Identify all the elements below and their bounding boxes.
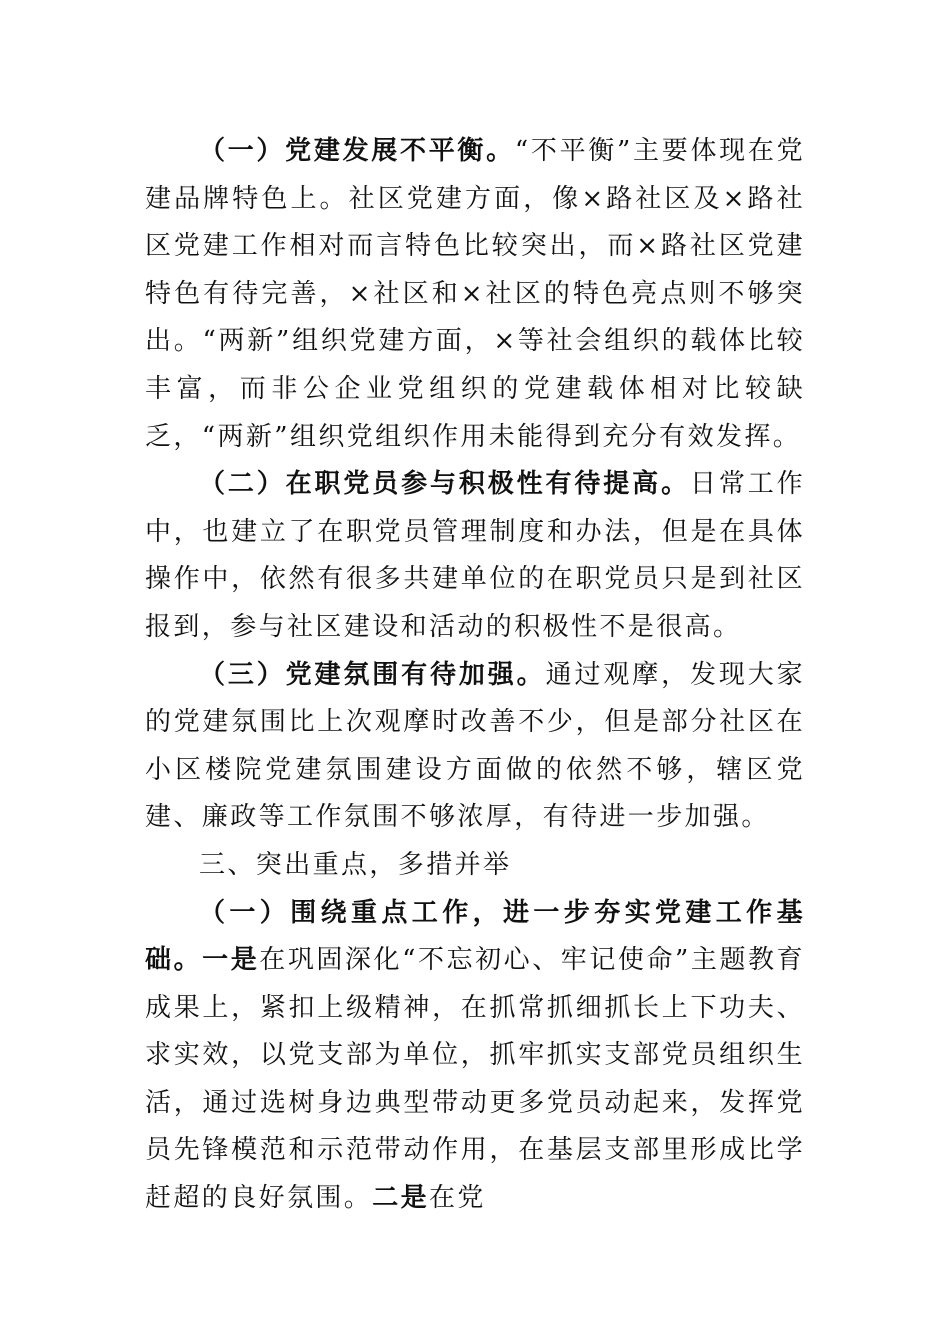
paragraph-key-work: [145, 890, 805, 1223]
paragraph-heading: （三）党建氛围有待加强。: [199, 659, 546, 690]
paragraph-atmosphere: [145, 652, 805, 842]
paragraph-body: “不平衡”主要体现在党建品牌特色上。社区党建方面，像×路社区及×路社区党建工作相对而言特色比较突出，而×路社区党建特色有待完善，×社区和×社区的特色亮点则不够突出。“两新”组织党建方面，×等社会组织的载体比较丰富，而非公企业党组织的党建载体相对比较缺乏，“两新”组织党组织作用未能得到充分有效发挥。: [145, 136, 806, 452]
paragraph-body: 在巩固深化“不忘初心、牢记使命”主题教育成果上，紧扣上级精神，在抓常抓细抓长上下功夫、求实效，以党支部为单位，抓牢抓实支部党员组织生活，通过选树身边典型带动更多党员动起来，发挥党员先锋模范和示范带动作用，在基层支部里形成比学赶超的良好氛围。: [145, 945, 805, 1214]
paragraph-heading: （二）在职党员参与积极性有待提高。: [199, 469, 690, 500]
paragraph-heading: （一）围绕重点工作，进一步夯实党建工作基础。: [145, 897, 805, 976]
section-heading: 三、突出重点，多措并举: [199, 849, 512, 880]
paragraph-body: 通过观摩，发现大家的党建氛围比上次观摩时改善不少，但是部分社区在小区楼院党建氛围建设方面做的依然不够，辖区党建、廉政等工作氛围不够浓厚，有待进一步加强。: [145, 659, 805, 833]
paragraph-member-participation: [145, 461, 805, 651]
document-page: [145, 128, 805, 1223]
paragraph-body: 日常工作中，也建立了在职党员管理制度和办法，但是在具体操作中，依然有很多共建单位的在职党员只是到社区报到，参与社区建设和活动的积极性不是很高。: [145, 469, 805, 642]
point-marker-second: 二是: [372, 1183, 430, 1214]
point-marker-first: 一是: [202, 945, 260, 976]
paragraph-body-continued: 在党: [429, 1183, 486, 1214]
paragraph-heading: （一）党建发展不平衡。: [199, 136, 515, 166]
paragraph-imbalance: [145, 128, 805, 461]
